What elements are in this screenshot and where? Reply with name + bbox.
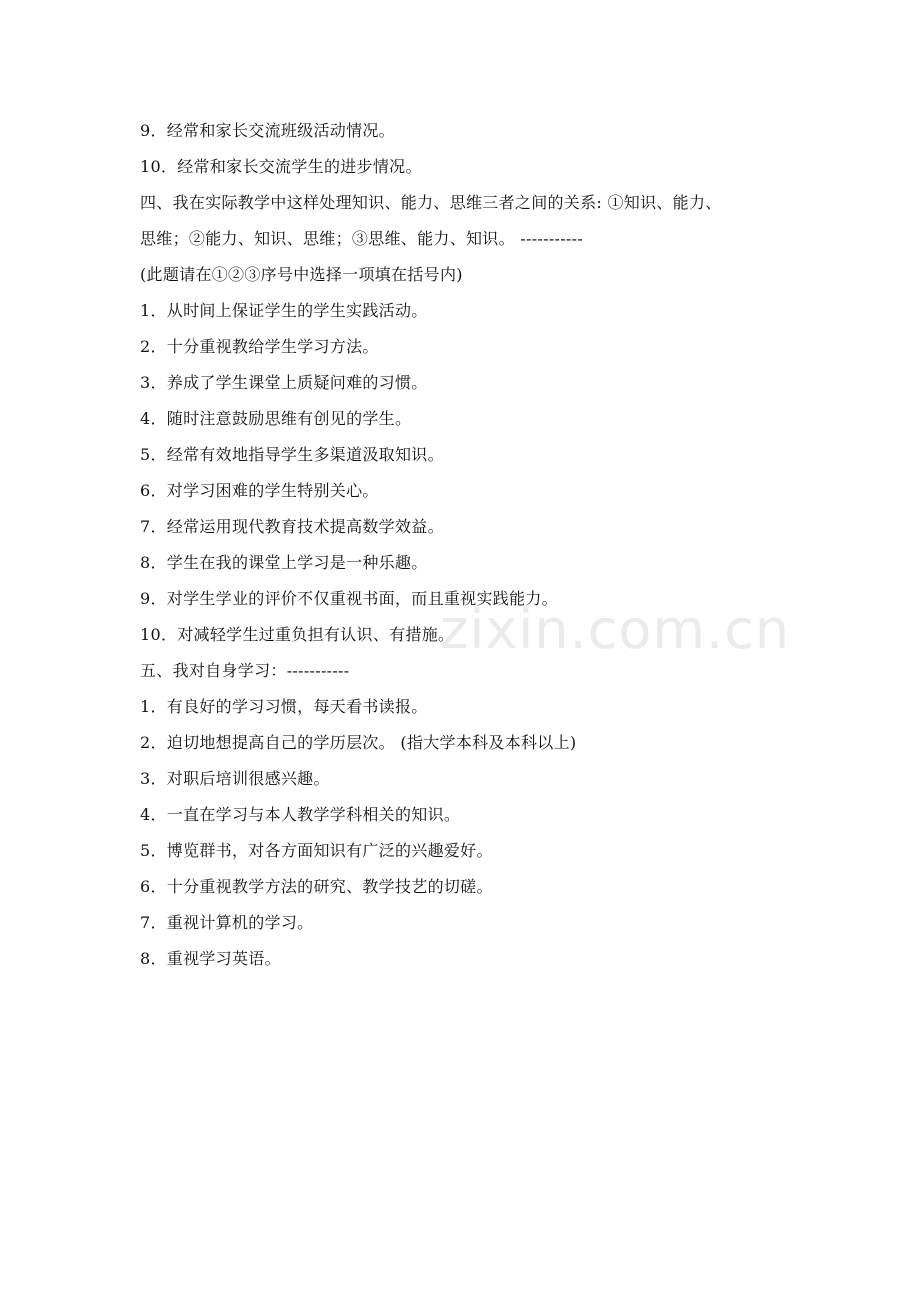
list-item: 4．随时注意鼓励思维有创见的学生。 [140, 409, 412, 428]
list-item: 5．经常有效地指导学生多渠道汲取知识。 [140, 445, 444, 464]
list-item: 9．对学生学业的评价不仅重视书面，而且重视实践能力。 [140, 589, 558, 608]
list-item: 7．重视计算机的学习。 [140, 913, 314, 932]
section-five-heading: 五、我对自身学习：----------- [140, 661, 350, 680]
list-item: 2．迫切地想提高自己的学历层次。 (指大学本科及本科以上) [140, 733, 577, 752]
list-item: 10．对减轻学生过重负担有认识、有措施。 [140, 625, 455, 644]
list-item: 3．对职后培训很感兴趣。 [140, 769, 330, 788]
list-item: 3．养成了学生课堂上质疑问难的习惯。 [140, 373, 428, 392]
list-item: 8．学生在我的课堂上学习是一种乐趣。 [140, 553, 428, 572]
list-item: 7．经常运用现代教育技术提高数学效益。 [140, 517, 444, 536]
list-item: 5．博览群书，对各方面知识有广泛的兴趣爱好。 [140, 841, 493, 860]
list-item: 1．有良好的学习习惯，每天看书读报。 [140, 697, 428, 716]
section-four-instruction: (此题请在①②③序号中选择一项填在括号内) [140, 265, 463, 284]
section-four-options: 思维；②能力、知识、思维；③思维、能力、知识。 ----------- [140, 229, 584, 248]
document-body [140, 113, 800, 977]
list-item: 2．十分重视教给学生学习方法。 [140, 337, 379, 356]
watermark-text: zixin.com.cn [440, 598, 791, 661]
list-item: 1．从时间上保证学生的学生实践活动。 [140, 301, 428, 320]
list-item: 6．十分重视教学方法的研究、教学技艺的切磋。 [140, 877, 493, 896]
list-item: 4．一直在学习与本人教学学科相关的知识。 [140, 805, 461, 824]
list-item-10-student-progress: 10．经常和家长交流学生的进步情况。 [140, 157, 422, 176]
list-item-9-class-activities: 9．经常和家长交流班级活动情况。 [140, 121, 395, 140]
list-item: 8．重视学习英语。 [140, 949, 281, 968]
section-four-heading: 四、我在实际教学中这样处理知识、能力、思维三者之间的关系: ①知识、能力、 [140, 193, 722, 212]
list-item: 6．对学习困难的学生特别关心。 [140, 481, 379, 500]
